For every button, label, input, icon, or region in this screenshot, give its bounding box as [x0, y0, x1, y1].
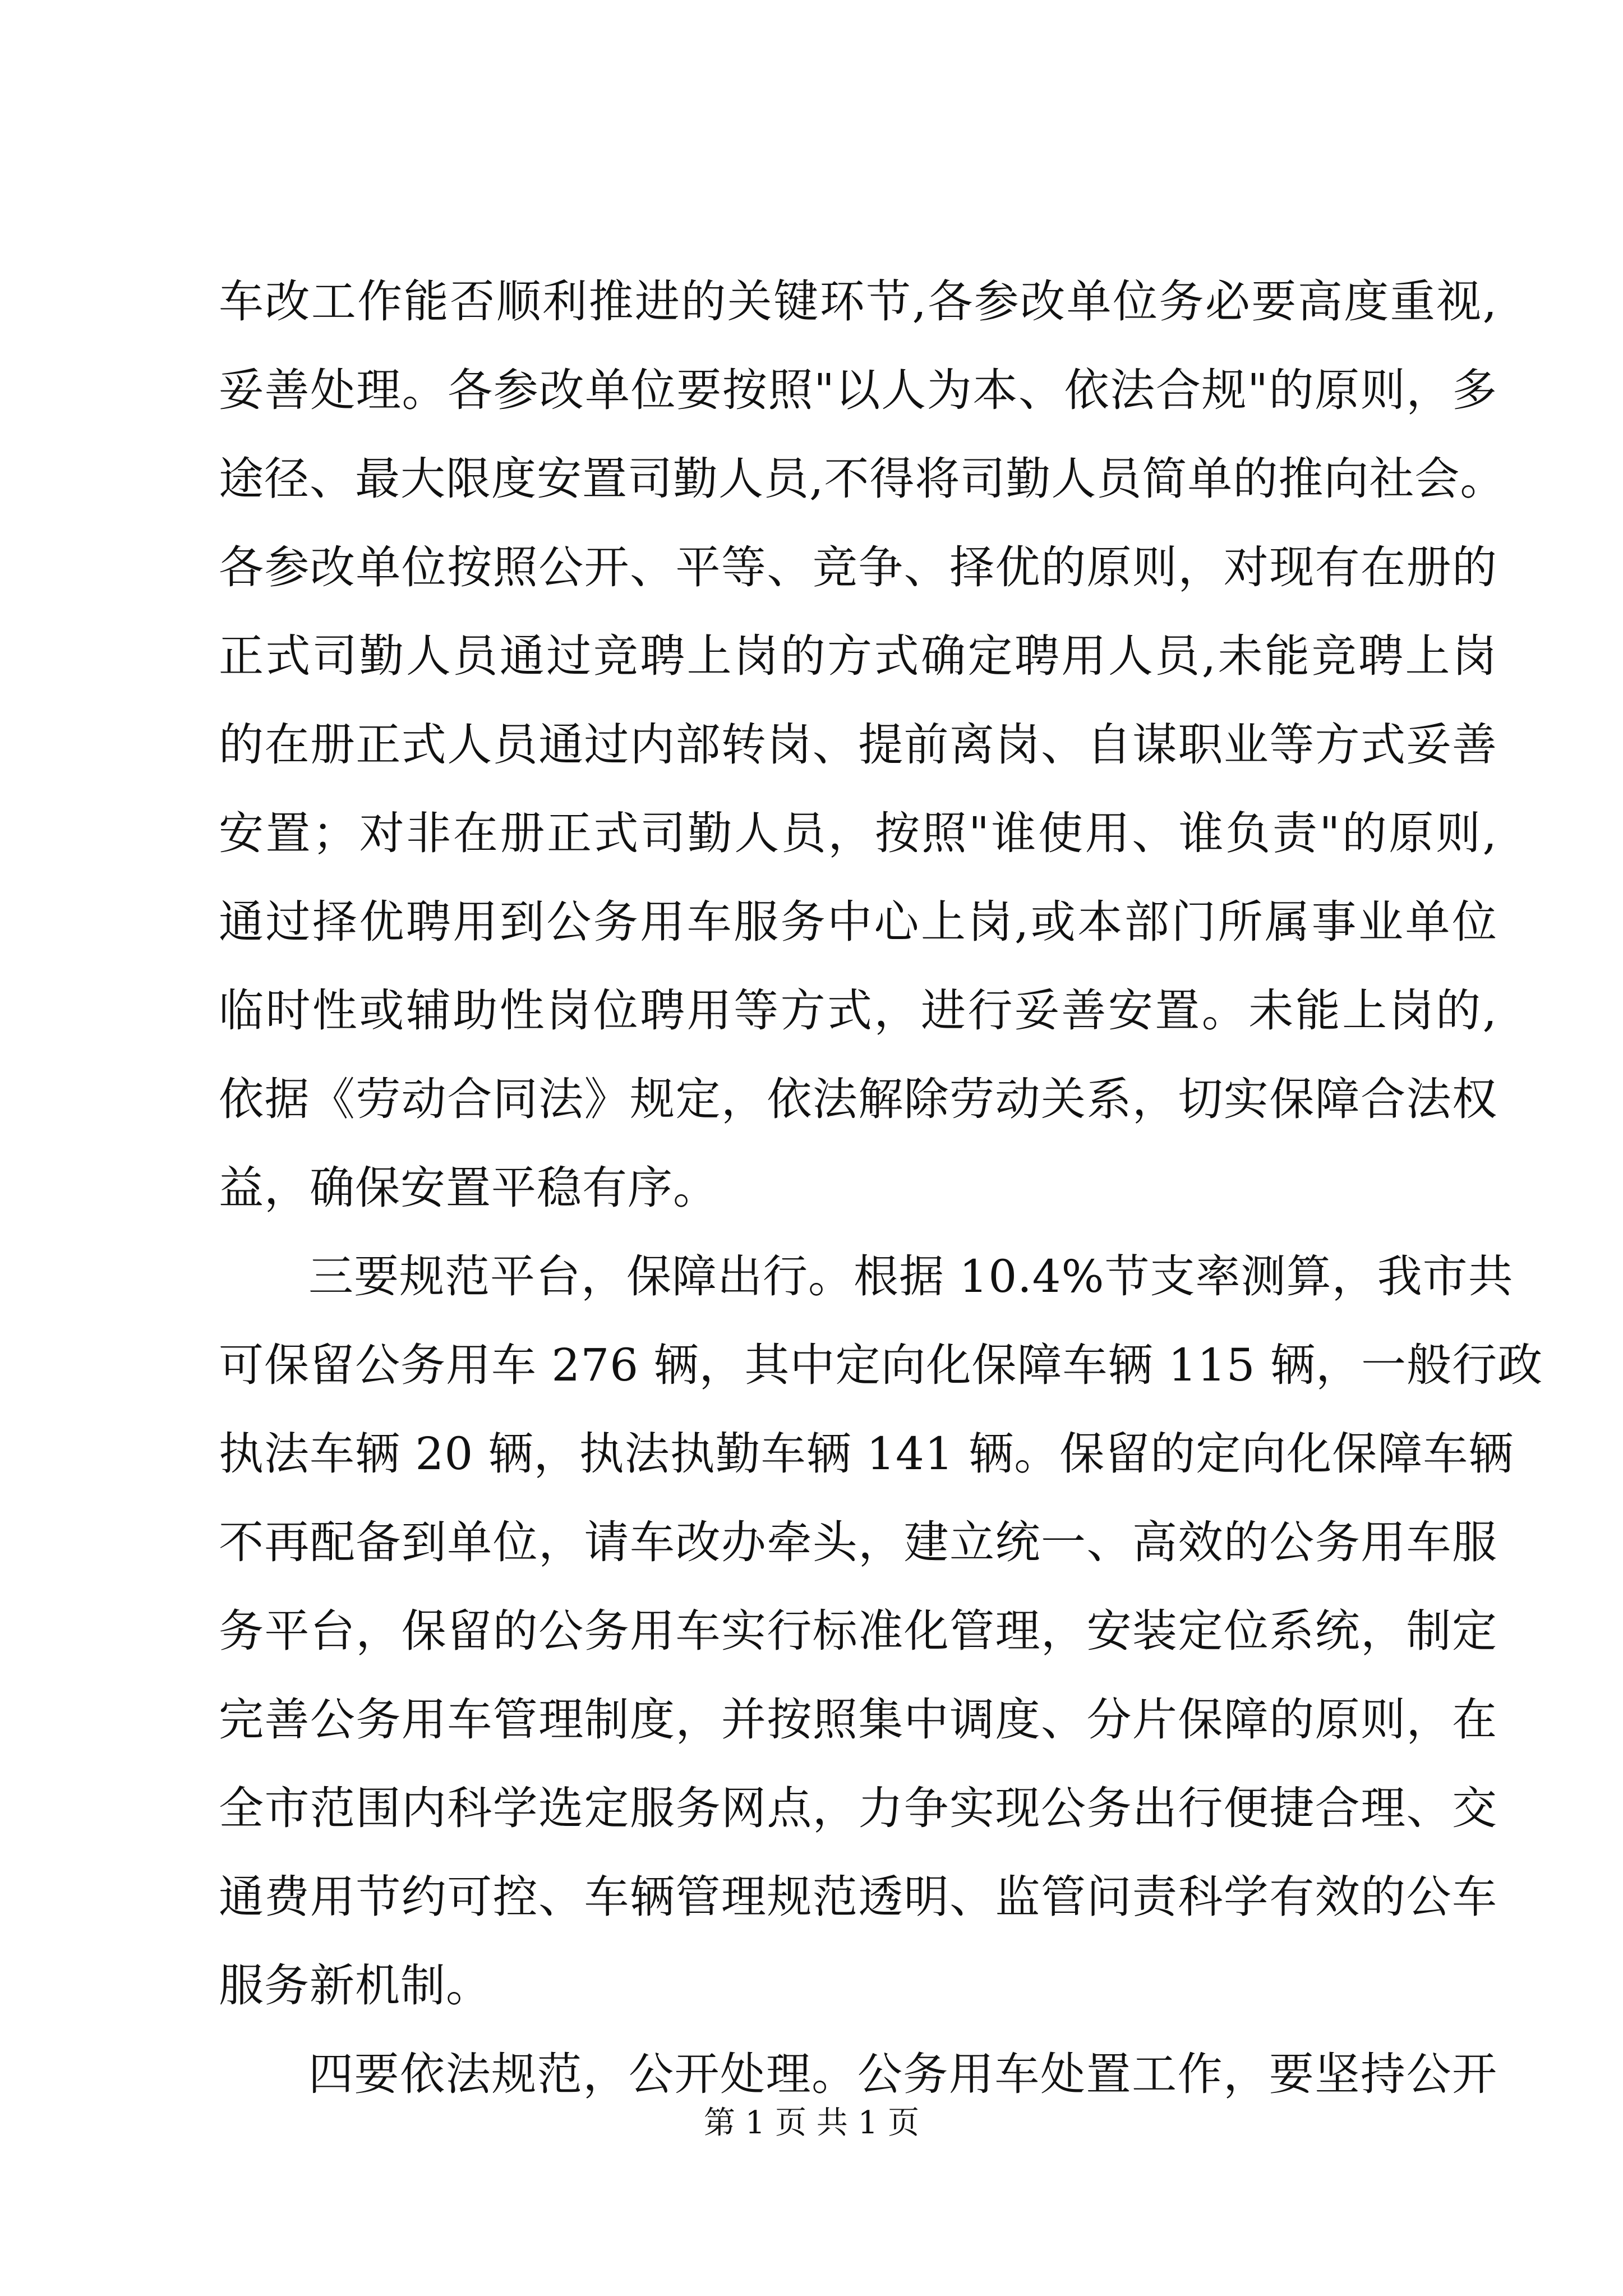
- paragraph-1-line-3: 途径、最大限度安置司勤人员,不得将司勤人员简单的推向社会。: [219, 453, 1506, 505]
- paragraph-2-line-5: 务平台，保留的公务用车实行标准化管理，安装定位系统，制定: [219, 1605, 1497, 1657]
- paragraph-2-line-8: 通费用节约可控、车辆管理规范透明、监管问责科学有效的公车: [219, 1871, 1497, 1923]
- paragraph-2-line-2: 可保留公务用车 276 辆，其中定向化保障车辆 115 辆，一般行政: [219, 1339, 1543, 1391]
- paragraph-2-line-6: 完善公务用车管理制度，并按照集中调度、分片保障的原则，在: [219, 1694, 1497, 1746]
- paragraph-1-line-11: 益，确保安置平稳有序。: [219, 1162, 718, 1214]
- page-number-label: 第 1 页 共 1 页: [703, 2105, 920, 2141]
- paragraph-1-line-2: 妥善处理。各参改单位要按照"以人为本、依法合规"的原则，多: [219, 364, 1497, 416]
- paragraph-1-line-5: 正式司勤人员通过竞聘上岗的方式确定聘用人员,未能竞聘上岗: [219, 630, 1497, 682]
- paragraph-1-line-1: 车改工作能否顺利推进的关键环节,各参改单位务必要高度重视,: [219, 275, 1497, 328]
- paragraph-1-line-7: 安置；对非在册正式司勤人员，按照"谁使用、谁负责"的原则,: [219, 807, 1497, 859]
- paragraph-1-line-10: 依据《劳动合同法》规定，依法解除劳动关系，切实保障合法权: [219, 1073, 1497, 1125]
- paragraph-1-line-6: 的在册正式人员通过内部转岗、提前离岗、自谋职业等方式妥善: [219, 719, 1497, 771]
- paragraph-2-line-9: 服务新机制。: [219, 1959, 491, 2012]
- paragraph-1-line-8: 通过择优聘用到公务用车服务中心上岗,或本部门所属事业单位: [219, 896, 1497, 948]
- paragraph-2-line-7: 全市范围内科学选定服务网点，力争实现公务出行便捷合理、交: [219, 1782, 1497, 1834]
- paragraph-1-line-9: 临时性或辅助性岗位聘用等方式，进行妥善安置。未能上岗的,: [219, 984, 1497, 1037]
- page-footer: [0, 2101, 1623, 2146]
- paragraph-2-line-1: 三要规范平台，保障出行。根据 10.4%节支率测算，我市共: [308, 1250, 1514, 1303]
- paragraph-1-line-4: 各参改单位按照公开、平等、竞争、择优的原则，对现有在册的: [219, 541, 1497, 593]
- paragraph-3-line-1: 四要依法规范，公开处理。公务用车处置工作，要坚持公开: [308, 2048, 1497, 2100]
- paragraph-2-line-4: 不再配备到单位，请车改办牵头，建立统一、高效的公务用车服: [219, 1516, 1497, 1568]
- paragraph-2-line-3: 执法车辆 20 辆，执法执勤车辆 141 辆。保留的定向化保障车辆: [219, 1428, 1514, 1480]
